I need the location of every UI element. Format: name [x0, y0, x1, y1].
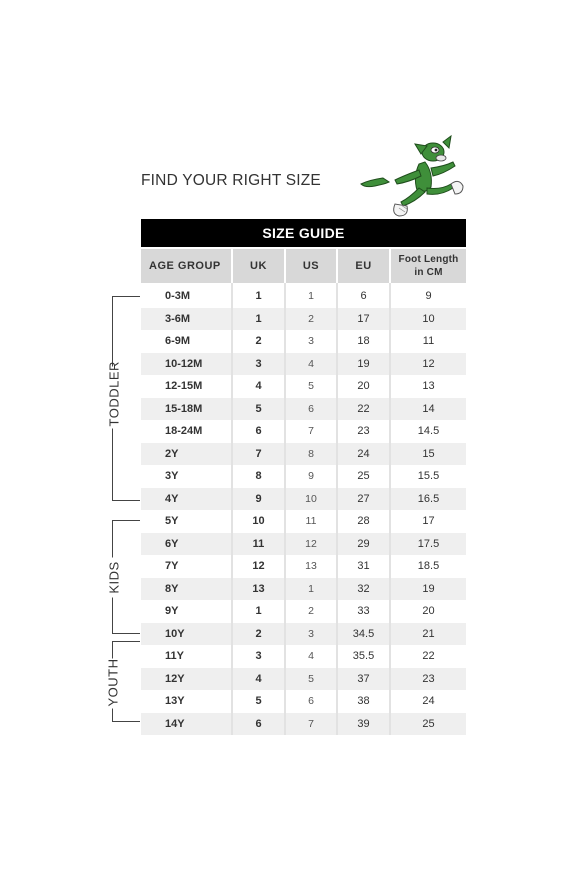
us-cell: 6: [285, 690, 337, 713]
table-row: [141, 713, 466, 736]
age-group-cell: 2Y: [141, 443, 232, 466]
age-group-cell: 4Y: [141, 488, 232, 511]
us-cell: 2: [285, 308, 337, 331]
eu-cell: 31: [337, 555, 390, 578]
uk-cell: 5: [232, 690, 285, 713]
table-row: [141, 600, 466, 623]
us-cell: 4: [285, 645, 337, 668]
table-row: [141, 353, 466, 376]
age-group-cell: 14Y: [141, 713, 232, 736]
us-cell: 9: [285, 465, 337, 488]
us-cell: 8: [285, 443, 337, 466]
page-heading: FIND YOUR RIGHT SIZE: [141, 172, 321, 189]
uk-cell: 3: [232, 353, 285, 376]
eu-cell: 37: [337, 668, 390, 691]
age-group-cell: 6Y: [141, 533, 232, 556]
age-group-cell: 12Y: [141, 668, 232, 691]
eu-cell: 17: [337, 308, 390, 331]
foot-length-cell: 14: [390, 398, 466, 421]
table-row: [141, 578, 466, 601]
us-cell: 6: [285, 398, 337, 421]
age-group-cell: 3-6M: [141, 308, 232, 331]
foot-length-cell: 17: [390, 510, 466, 533]
eu-cell: 39: [337, 713, 390, 736]
table-row: [141, 645, 466, 668]
eu-cell: 33: [337, 600, 390, 623]
table-row: [141, 623, 466, 646]
column-header-age-group: AGE GROUP: [141, 249, 232, 283]
running-cartoon-mascot-icon: [355, 132, 470, 220]
column-header-eu: EU: [337, 249, 390, 283]
foot-length-cell: 19: [390, 578, 466, 601]
us-cell: 1: [285, 283, 337, 308]
uk-cell: 10: [232, 510, 285, 533]
eu-cell: 20: [337, 375, 390, 398]
foot-length-cell: 20: [390, 600, 466, 623]
foot-length-cell: 18.5: [390, 555, 466, 578]
eu-cell: 22: [337, 398, 390, 421]
table-row: [141, 533, 466, 556]
eu-cell: 18: [337, 330, 390, 353]
foot-length-label: Foot Length: [398, 254, 459, 265]
uk-cell: 7: [232, 443, 285, 466]
eu-cell: 38: [337, 690, 390, 713]
foot-length-cell: 21: [390, 623, 466, 646]
uk-cell: 4: [232, 375, 285, 398]
foot-length-cell: 15: [390, 443, 466, 466]
age-group-cell: 0-3M: [141, 283, 232, 308]
size-guide-title-bar: SIZE GUIDE: [141, 219, 466, 247]
uk-cell: 9: [232, 488, 285, 511]
table-row: [141, 690, 466, 713]
us-cell: 2: [285, 600, 337, 623]
eu-cell: 29: [337, 533, 390, 556]
uk-cell: 2: [232, 330, 285, 353]
foot-length-cell: 10: [390, 308, 466, 331]
table-row: [141, 375, 466, 398]
table-row: [141, 330, 466, 353]
eu-cell: 6: [337, 283, 390, 308]
table-row: [141, 488, 466, 511]
foot-length-cell: 16.5: [390, 488, 466, 511]
us-cell: 5: [285, 375, 337, 398]
table-header-row: [141, 249, 466, 283]
foot-length-cell: 12: [390, 353, 466, 376]
age-group-cell: 7Y: [141, 555, 232, 578]
us-cell: 5: [285, 668, 337, 691]
eu-cell: 32: [337, 578, 390, 601]
us-cell: 7: [285, 420, 337, 443]
eu-cell: 35.5: [337, 645, 390, 668]
table-row: [141, 283, 466, 308]
size-chart-table: [141, 249, 466, 735]
eu-cell: 19: [337, 353, 390, 376]
age-group-cell: 10Y: [141, 623, 232, 646]
table-row: [141, 308, 466, 331]
eu-cell: 25: [337, 465, 390, 488]
uk-cell: 3: [232, 645, 285, 668]
table-row: [141, 668, 466, 691]
table-row: [141, 420, 466, 443]
table-row: [141, 555, 466, 578]
uk-cell: 12: [232, 555, 285, 578]
column-header-uk: UK: [232, 249, 285, 283]
us-cell: 11: [285, 510, 337, 533]
eu-cell: 24: [337, 443, 390, 466]
table-row: [141, 465, 466, 488]
foot-length-unit: in CM: [414, 267, 443, 278]
us-cell: 13: [285, 555, 337, 578]
column-header-foot-length: [390, 249, 466, 283]
uk-cell: 5: [232, 398, 285, 421]
foot-length-cell: 11: [390, 330, 466, 353]
table-row: [141, 510, 466, 533]
foot-length-cell: 25: [390, 713, 466, 736]
age-group-cell: 13Y: [141, 690, 232, 713]
uk-cell: 1: [232, 283, 285, 308]
kids-label: KIDS: [107, 558, 122, 598]
table-row: [141, 443, 466, 466]
age-group-cell: 10-12M: [141, 353, 232, 376]
age-group-cell: 3Y: [141, 465, 232, 488]
youth-label: YOUTH: [105, 658, 121, 707]
us-cell: 7: [285, 713, 337, 736]
foot-length-cell: 14.5: [390, 420, 466, 443]
uk-cell: 2: [232, 623, 285, 646]
column-header-us: US: [285, 249, 337, 283]
size-chart-body: [141, 283, 466, 735]
age-group-cell: 11Y: [141, 645, 232, 668]
foot-length-cell: 17.5: [390, 533, 466, 556]
eu-cell: 23: [337, 420, 390, 443]
age-group-cell: 5Y: [141, 510, 232, 533]
eu-cell: 34.5: [337, 623, 390, 646]
toddler-label: TODDLER: [106, 361, 122, 427]
foot-length-cell: 15.5: [390, 465, 466, 488]
uk-cell: 6: [232, 713, 285, 736]
age-group-cell: 6-9M: [141, 330, 232, 353]
age-group-cell: 18-24M: [141, 420, 232, 443]
us-cell: 12: [285, 533, 337, 556]
us-cell: 3: [285, 623, 337, 646]
us-cell: 3: [285, 330, 337, 353]
table-row: [141, 398, 466, 421]
us-cell: 10: [285, 488, 337, 511]
us-cell: 4: [285, 353, 337, 376]
age-group-cell: 12-15M: [141, 375, 232, 398]
age-group-cell: 15-18M: [141, 398, 232, 421]
foot-length-cell: 13: [390, 375, 466, 398]
us-cell: 1: [285, 578, 337, 601]
age-group-cell: 9Y: [141, 600, 232, 623]
uk-cell: 6: [232, 420, 285, 443]
uk-cell: 13: [232, 578, 285, 601]
uk-cell: 11: [232, 533, 285, 556]
uk-cell: 1: [232, 308, 285, 331]
eu-cell: 28: [337, 510, 390, 533]
foot-length-cell: 9: [390, 283, 466, 308]
foot-length-cell: 23: [390, 668, 466, 691]
eu-cell: 27: [337, 488, 390, 511]
foot-length-cell: 24: [390, 690, 466, 713]
foot-length-cell: 22: [390, 645, 466, 668]
uk-cell: 1: [232, 600, 285, 623]
age-group-cell: 8Y: [141, 578, 232, 601]
uk-cell: 4: [232, 668, 285, 691]
uk-cell: 8: [232, 465, 285, 488]
